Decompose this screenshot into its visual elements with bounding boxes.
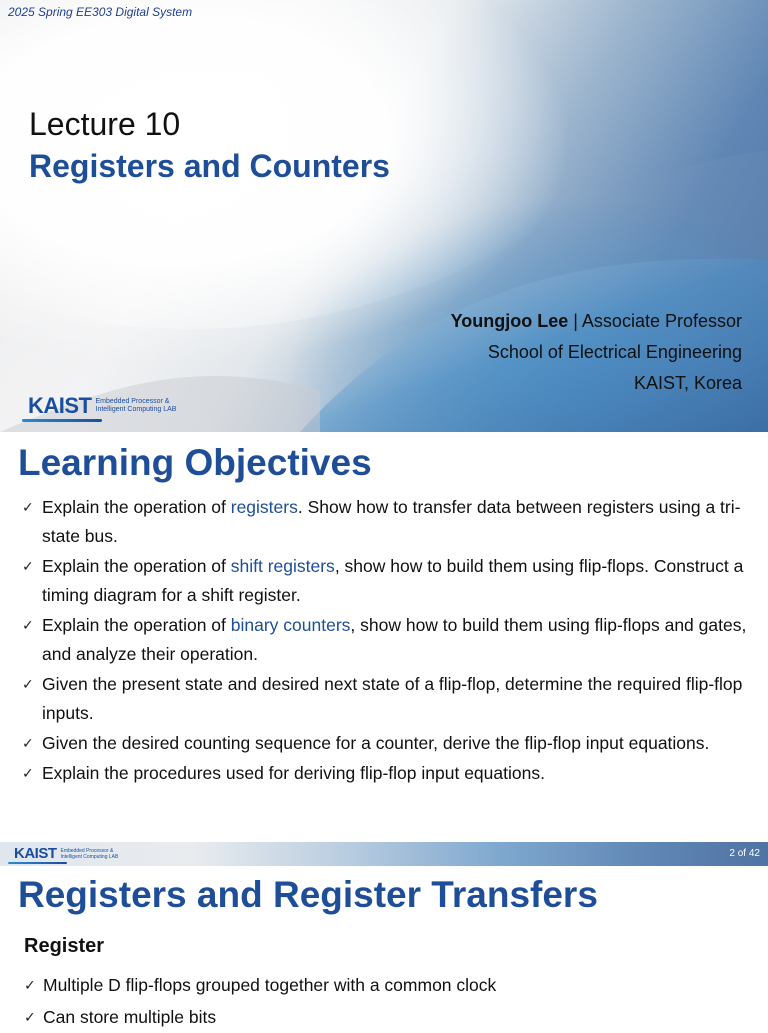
author-line [451, 306, 742, 337]
author-block [451, 306, 742, 399]
registers-slide [0, 866, 768, 1027]
list-item [22, 759, 752, 788]
item-text: Can store multiple bits [43, 1007, 217, 1027]
register-list [24, 969, 496, 1033]
objectives-slide [0, 432, 768, 866]
list-item [24, 969, 496, 1001]
affiliation-school: School of Electrical Engineering [487, 342, 742, 362]
item-text: , show how to build them using flip-flops and gates, and analyze their operation. [42, 615, 747, 664]
logo-line2: Intelligent Computing LAB [95, 406, 177, 413]
logo-line2: Intelligent Computing LAB [60, 853, 119, 860]
item-text: Given the present state and desired next state of a flip-flop, determine the required flip-flop inputs. [42, 674, 743, 723]
list-item [22, 493, 752, 551]
objectives-heading: Learning Objectives [18, 442, 372, 483]
item-text: . Show how to transfer data between registers using a tri-state bus. [42, 497, 741, 546]
logo-wordmark: KAIST [28, 393, 92, 418]
author-separator: | [568, 311, 582, 331]
item-text: Explain the operation of [42, 497, 231, 517]
registers-heading: Registers and Register Transfers [18, 874, 598, 915]
list-item [24, 1001, 496, 1033]
logo-subtitle [96, 398, 177, 414]
item-text: Multiple D flip-flops grouped together with a common clock [43, 975, 497, 995]
item-text: Given the desired counting sequence for a counter, derive the flip-flop input equations. [42, 733, 710, 753]
list-item [22, 729, 752, 758]
objectives-list [22, 493, 752, 789]
check-icon: ✓ [22, 499, 34, 515]
check-icon: ✓ [22, 617, 34, 633]
list-item [22, 670, 752, 728]
check-icon: ✓ [24, 1009, 36, 1025]
list-item [22, 552, 752, 610]
title-slide [0, 0, 768, 432]
check-icon: ✓ [24, 977, 36, 993]
check-icon: ✓ [22, 558, 34, 574]
logo-wordmark: KAIST [14, 845, 57, 862]
kaist-logo [28, 393, 176, 419]
item-text: Explain the procedures used for deriving flip-flop input equations. [42, 763, 545, 783]
item-text: Explain the operation of [42, 556, 231, 576]
item-highlight: binary counters [230, 615, 351, 635]
logo-line1: Embedded Processor & [60, 847, 114, 854]
item-text: Explain the operation of [42, 615, 231, 635]
lecture-title: Registers and Counters [29, 148, 390, 184]
item-text: , show how to build them using flip-flops. Construct a timing diagram for a shift register. [42, 556, 744, 605]
page-number: 2 of 42 [729, 848, 760, 859]
logo-line1: Embedded Processor & [95, 398, 170, 405]
slide-footer [0, 842, 768, 866]
list-item [22, 611, 752, 669]
author-role: Associate Professor [581, 311, 742, 331]
course-label: 2025 Spring EE303 Digital System [8, 5, 193, 19]
logo-subtitle [61, 848, 119, 860]
check-icon: ✓ [22, 676, 34, 692]
item-highlight: shift registers [230, 556, 335, 576]
item-highlight: registers [230, 497, 298, 517]
register-subheading: Register [24, 935, 105, 957]
check-icon: ✓ [22, 735, 34, 751]
footer-kaist-logo [14, 845, 118, 862]
check-icon: ✓ [22, 765, 34, 781]
lecture-number: Lecture 10 [29, 106, 181, 142]
affiliation-univ: KAIST, Korea [633, 373, 742, 393]
author-name: Youngjoo Lee [450, 311, 569, 331]
